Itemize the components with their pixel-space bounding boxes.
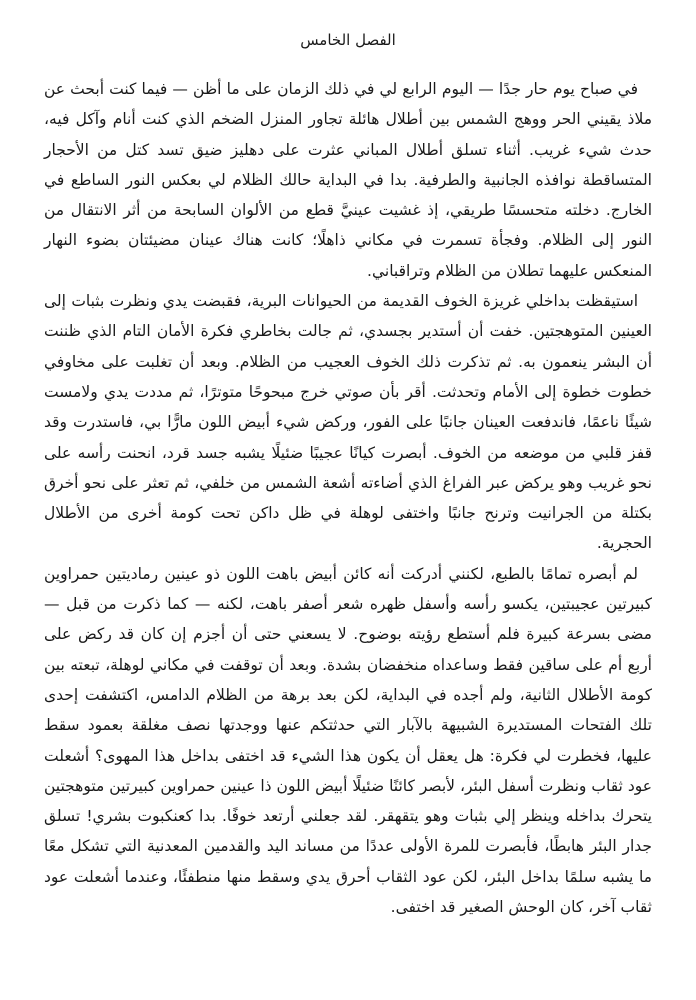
paragraph: في صباح يوم حار جدًا — اليوم الرابع لي في ذلك الزمان على ما أظن — فيما كنت أبحث عن ملاذ يقيني الحر ووهج الشمس بين أطلال هائلة تجاور المنزل الضخم الذي كنت أنام وآكل فيه، حدث شيء غريب. أثناء تسلق أطلال المباني عثرت على دهليز ضيق تسد كتل من الأحجار المتساقطة نوافذه الجانبية والطرفية. بدا في البداية حالك الظلام لي بعكس النور الساطع في الخارج. دخلته متحسسًا طريقي، إذ غشيت عينيَّ قطع من الألوان السابحة من أثر الانتقال من النور إلى الظلام. وفجأة تسمرت في مكاني ذاهلًا؛ كانت هناك عينان مضيئتان بضوء النهار المنعكس عليهما تطلان من الظلام وتراقباني. — [44, 80, 652, 280]
chapter-title: الفصل الخامس — [300, 31, 396, 49]
paragraph: استيقظت بداخلي غريزة الخوف القديمة من الحيوانات البرية، فقبضت يدي ونظرت بثبات إلى العينين المتوهجتين. خفت أن أستدير بجسدي، ثم جالت بخاطري فكرة الأمان التام الذي ظننت أن البشر ينعمون به. ثم تذكرت ذلك الخوف العجيب من الظلام. وبعد أن تغلبت على مخاوفي خطوت خطوة إلى الأمام وتحدثت. أقر بأن صوتي خرج مبحوحًا متوترًا، ثم مددت يدي ولامست شيئًا ناعمًا، فاندفعت العينان جانبًا على الفور، وركض شيء أبيض اللون مارًّا بي، فاستدرت وقد قفز قلبي من موضعه من الخوف. أبصرت كيانًا عجيبًا ضئيلًا يشبه جسد قرد، انحنت رأسه على نحو غريب وهو يركض عبر الفراغ الذي أضاءته أشعة الشمس من خلفي، ثم تعثر على نحو أخرق بكتلة من الجرانيت وترنح جانبًا واختفى لوهلة في ظل داكن تحت كومة أخرى من الأطلال الحجرية. — [44, 292, 652, 553]
chapter-body — [44, 74, 652, 922]
paragraph: لم أبصره تمامًا بالطبع، لكنني أدركت أنه كائن أبيض باهت اللون ذو عينين رماديتين حمراوين كبيرتين عجيبتين، يكسو رأسه وأسفل ظهره شعر أصفر باهت، لكنه — كما ذكرت من قبل — مضى بسرعة كبيرة فلم أستطع رؤيته بوضوح. لا يسعني حتى أن أجزم إن كان قد ركض على أربع أم على ساقين فقط وساعداه منخفضان بشدة. وبعد أن توقفت في مكاني لوهلة، تبعته بين كومة الأطلال الثانية، ولم أجده في البداية، لكن بعد برهة من الظلام الدامس، اكتشفت إحدى تلك الفتحات المستديرة الشبيهة بالآبار التي حدثتكم عنها ووجدتها نصف مغلقة بعمود سقط عليها، فخطرت لي فكرة: هل يعقل أن يكون هذا الشيء قد اختفى بداخل هذا المهوى؟ أشعلت عود ثقاب ونظرت أسفل البئر، لأبصر كائنًا ضئيلًا أبيض اللون ذا عينين حمراوين كبيرتين متوهجتين يتحرك بداخله وينظر إلي بثبات وهو يتقهقر. لقد جعلني أرتعد خوفًا. بدا كعنكبوت بشري! تسلق جدار البئر هابطًا، فأبصرت للمرة الأولى عددًا من مساند اليد والقدمين المعدنية التي تشكل معًا ما يشبه سلمًا بداخل البئر، لكن عود الثقاب أحرق يدي وسقط منها منطفئًا، وعندما أشعلت عود ثقاب آخر، كان الوحش الصغير قد اختفى. — [44, 564, 652, 917]
